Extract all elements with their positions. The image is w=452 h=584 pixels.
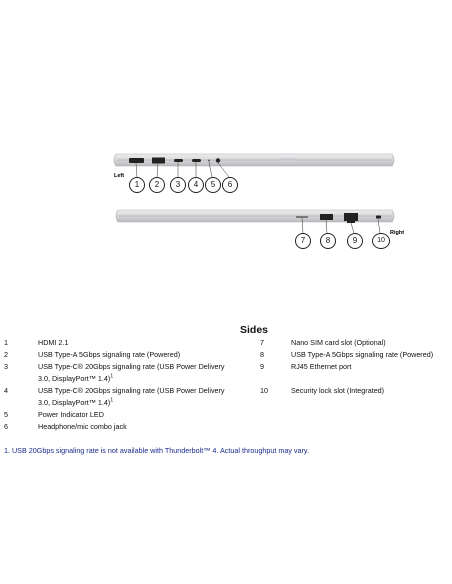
- spec-desc: Security lock slot (Integrated): [291, 386, 385, 395]
- spec-desc: RJ45 Ethernet port: [291, 362, 352, 371]
- callout-10: 10: [372, 233, 390, 249]
- right-side-view: [116, 210, 394, 233]
- spec-desc: USB Type-A 5Gbps signaling rate (Powered): [291, 350, 434, 359]
- footnote: 1. USB 20Gbps signaling rate is not available with Thunderbolt™ 4. Actual throughput may vary.: [4, 446, 309, 455]
- left-side-view: [114, 154, 394, 177]
- spec-desc: Power Indicator LED: [38, 410, 104, 419]
- callout-1: 1: [129, 177, 145, 193]
- laptop-sides-diagram: [0, 0, 452, 260]
- callout-7: 7: [295, 233, 311, 249]
- callout-2: 2: [149, 177, 165, 193]
- callout-3: 3: [170, 177, 186, 193]
- callout-8: 8: [320, 233, 336, 249]
- callout-6: 6: [222, 177, 238, 193]
- spec-num: 3: [4, 362, 8, 371]
- callout-9: 9: [347, 233, 363, 249]
- spec-num: 9: [260, 362, 264, 371]
- lock-slot: [376, 216, 381, 219]
- spec-num: 8: [260, 350, 264, 359]
- spec-desc: USB Type-A 5Gbps signaling rate (Powered): [38, 350, 181, 359]
- spec-desc: Nano SIM card slot (Optional): [291, 338, 386, 347]
- left-label: Left: [114, 173, 125, 179]
- spec-desc: USB Type-C® 20Gbps signaling rate (USB Power Delivery: [38, 386, 225, 395]
- spec-num: 10: [260, 386, 268, 395]
- spec-desc: HDMI 2.1: [38, 338, 69, 347]
- audio-jack: [216, 158, 220, 162]
- footnote-ref: 1: [110, 373, 114, 380]
- hdmi-port: [129, 158, 144, 163]
- sides-title: Sides: [240, 324, 269, 336]
- spec-num: 6: [4, 422, 8, 431]
- right-label: Right: [390, 230, 405, 236]
- usb-a-port-right: [320, 214, 333, 220]
- footnote-ref: 1: [110, 397, 114, 404]
- sim-slot: [296, 216, 308, 218]
- spec-num: 2: [4, 350, 8, 359]
- usb-c-port-1: [174, 159, 183, 162]
- callout-5: 5: [205, 177, 221, 193]
- usb-a-port-left: [152, 158, 165, 164]
- spec-num: 7: [260, 338, 264, 347]
- spec-desc-line2: 3.0, DisplayPort™ 1.4)$^1$: [38, 397, 114, 407]
- spec-num: 1: [4, 338, 8, 347]
- spec-num: 4: [4, 386, 8, 395]
- callout-4: 4: [188, 177, 204, 193]
- spec-desc-line2: 3.0, DisplayPort™ 1.4)$^1$: [38, 373, 114, 383]
- spec-num: 5: [4, 410, 8, 419]
- power-led: [208, 160, 210, 162]
- spec-desc: USB Type-C® 20Gbps signaling rate (USB Power Delivery: [38, 362, 225, 371]
- spec-desc: Headphone/mic combo jack: [38, 422, 127, 431]
- usb-c-port-2: [192, 159, 201, 162]
